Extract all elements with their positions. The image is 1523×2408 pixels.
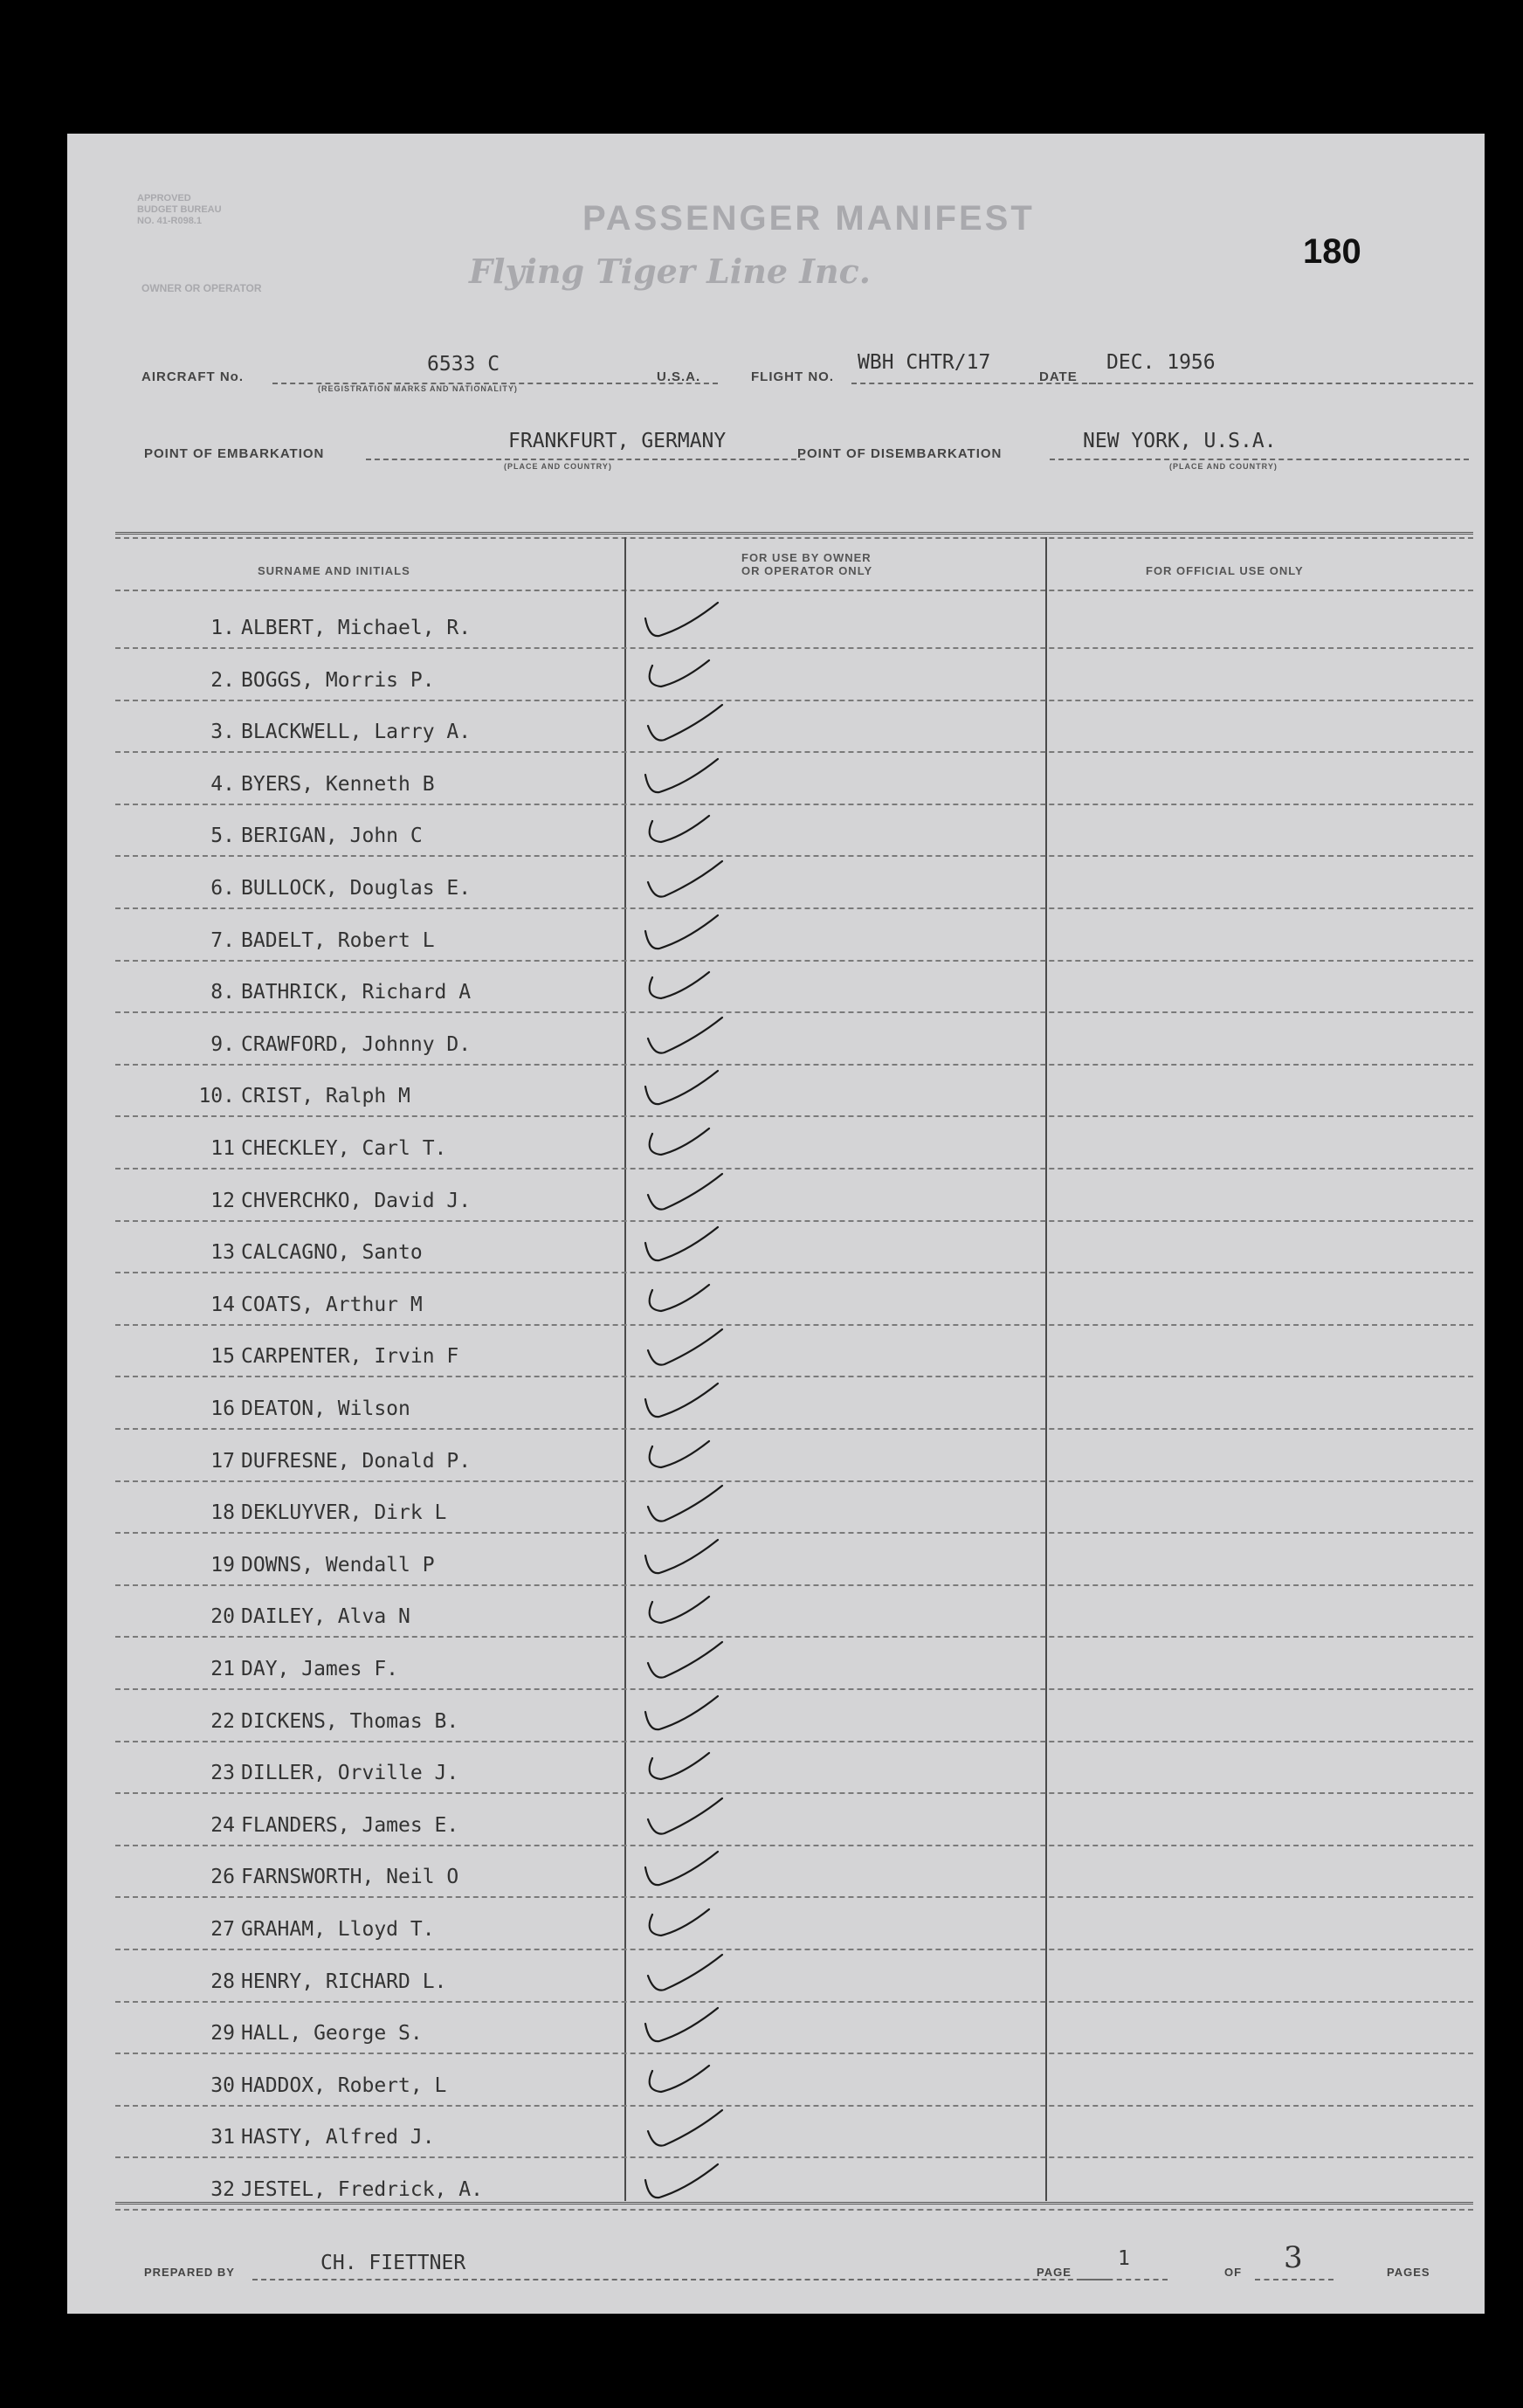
- passenger-name: HADDOX, Robert, L: [241, 2074, 447, 2097]
- passenger-row: [115, 1690, 1473, 1742]
- check-mark-icon: [635, 1373, 740, 1425]
- passenger-name: CARPENTER, Irvin F: [241, 1345, 459, 1368]
- passenger-number: 26: [210, 1866, 235, 1888]
- check-mark-icon: [635, 592, 740, 645]
- page-total: 3: [1284, 2240, 1303, 2275]
- passenger-row: [115, 1065, 1473, 1116]
- passenger-number: 5.: [210, 825, 235, 847]
- check-mark-icon: [635, 1894, 740, 1946]
- disembarkation-sub-label: (PLACE AND COUNTRY): [1169, 462, 1278, 471]
- passenger-row: [115, 1377, 1473, 1429]
- passenger-name: CALCAGNO, Santo: [241, 1241, 423, 1264]
- passenger-number: 24: [210, 1814, 235, 1837]
- passenger-row: [115, 1170, 1473, 1221]
- passenger-name: HENRY, RICHARD L.: [241, 1970, 447, 1993]
- passenger-name: HALL, George S.: [241, 2022, 423, 2045]
- passenger-row: [115, 1950, 1473, 2002]
- passenger-row: [115, 961, 1473, 1012]
- passenger-name: CHVERCHKO, David J.: [241, 1190, 472, 1212]
- passenger-name: BYERS, Kenneth B: [241, 773, 435, 796]
- check-mark-icon: [635, 1269, 740, 1321]
- check-mark-icon: [635, 645, 740, 697]
- flight-label: FLIGHT NO.: [751, 369, 834, 384]
- passenger-row: [115, 857, 1473, 908]
- page-current: 1: [1118, 2247, 1130, 2270]
- passenger-row: [115, 597, 1473, 648]
- check-mark-icon: [635, 1425, 740, 1478]
- prepared-by-label: PREPARED BY: [144, 2266, 235, 2279]
- passenger-row: [115, 1742, 1473, 1793]
- passenger-name: FLANDERS, James E.: [241, 1814, 459, 1837]
- passenger-name: DUFRESNE, Donald P.: [241, 1450, 472, 1473]
- check-mark-icon: [635, 1060, 740, 1113]
- passenger-number: 27: [210, 1918, 235, 1941]
- passenger-number: 4.: [210, 773, 235, 796]
- passenger-name: CRIST, Ralph M: [241, 1085, 410, 1107]
- passenger-number: 16: [210, 1397, 235, 1420]
- manifest-sheet: [67, 134, 1485, 2314]
- passenger-row: [115, 1013, 1473, 1065]
- passenger-row: [115, 1638, 1473, 1689]
- passenger-name: HASTY, Alfred J.: [241, 2126, 435, 2149]
- check-mark-icon: [635, 749, 740, 801]
- column-header-official: FOR OFFICIAL USE ONLY: [1146, 564, 1304, 577]
- passenger-name: BULLOCK, Douglas E.: [241, 877, 472, 900]
- passenger-name: DEATON, Wilson: [241, 1397, 410, 1420]
- passenger-number: 3.: [210, 721, 235, 743]
- column-header-owner-2: OR OPERATOR ONLY: [741, 564, 873, 577]
- passenger-number: 8.: [210, 981, 235, 1004]
- passenger-row: [115, 2106, 1473, 2157]
- flight-number: WBH CHTR/17: [858, 351, 991, 374]
- check-mark-icon: [635, 1946, 740, 1998]
- flight-date: DEC. 1956: [1106, 351, 1216, 374]
- owner-label: OWNER OR OPERATOR: [141, 282, 262, 294]
- passenger-number: 28: [210, 1970, 235, 1993]
- check-mark-icon: [635, 1581, 740, 1633]
- passenger-row: [115, 1481, 1473, 1533]
- passenger-number: 14: [210, 1294, 235, 1316]
- disembarkation-place: NEW YORK, U.S.A.: [1083, 430, 1277, 452]
- passenger-name: CRAWFORD, Johnny D.: [241, 1033, 472, 1056]
- stamp-line: APPROVED: [137, 193, 191, 204]
- passenger-number: 18: [210, 1501, 235, 1524]
- passenger-name: BLACKWELL, Larry A.: [241, 721, 472, 743]
- passenger-row: [115, 649, 1473, 700]
- check-mark-icon: [635, 852, 740, 905]
- passenger-name: DAILEY, Alva N: [241, 1605, 410, 1628]
- nationality: U.S.A.: [657, 369, 701, 384]
- check-mark-icon: [635, 1009, 740, 1061]
- passenger-name: DEKLUYVER, Dirk L: [241, 1501, 447, 1524]
- passenger-number: 30: [210, 2074, 235, 2097]
- passenger-row: [115, 1846, 1473, 1897]
- passenger-number: 2.: [210, 669, 235, 692]
- passenger-number: 32: [210, 2178, 235, 2201]
- passenger-name: JESTEL, Fredrick, A.: [241, 2178, 483, 2201]
- passenger-row: [115, 1794, 1473, 1846]
- passenger-row: [115, 1325, 1473, 1376]
- passenger-row: [115, 1898, 1473, 1949]
- check-mark-icon: [635, 1686, 740, 1738]
- stamp-line: BUDGET BUREAU: [137, 204, 222, 215]
- column-header-owner-1: FOR USE BY OWNER: [741, 551, 872, 564]
- operator-name: Flying Tiger Line Inc.: [469, 252, 872, 291]
- check-mark-icon: [635, 1790, 740, 1842]
- passenger-row: [115, 2002, 1473, 2053]
- check-mark-icon: [635, 1477, 740, 1529]
- check-mark-icon: [635, 1113, 740, 1165]
- passenger-row: [115, 909, 1473, 961]
- check-mark-icon: [635, 2050, 740, 2102]
- check-mark-icon: [635, 1633, 740, 1686]
- passenger-number: 22: [210, 1710, 235, 1733]
- disembarkation-label: POINT OF DISEMBARKATION: [797, 446, 1003, 461]
- embarkation-place: FRANKFURT, GERMANY: [508, 430, 727, 452]
- passenger-name: DOWNS, Wendall P: [241, 1554, 435, 1577]
- passenger-number: 11: [210, 1137, 235, 1160]
- pages-label: PAGES: [1387, 2266, 1430, 2279]
- date-label: DATE: [1039, 369, 1078, 384]
- aircraft-sub-label: (REGISTRATION MARKS AND NATIONALITY): [318, 384, 518, 393]
- passenger-number: 23: [210, 1762, 235, 1784]
- passenger-row: [115, 804, 1473, 856]
- of-label: OF: [1224, 2266, 1243, 2279]
- check-mark-icon: [635, 800, 740, 852]
- approval-stamp: [137, 193, 222, 227]
- passenger-number: 13: [210, 1241, 235, 1264]
- passenger-row: [115, 1221, 1473, 1273]
- passenger-name: BATHRICK, Richard A: [241, 981, 472, 1004]
- check-mark-icon: [635, 1997, 740, 2050]
- passenger-name: GRAHAM, Lloyd T.: [241, 1918, 435, 1941]
- passenger-row: [115, 700, 1473, 752]
- column-header-name: SURNAME AND INITIALS: [258, 564, 410, 577]
- passenger-name: BERIGAN, John C: [241, 825, 423, 847]
- passenger-number: 1.: [210, 617, 235, 639]
- check-mark-icon: [635, 1737, 740, 1790]
- passenger-number: 6.: [210, 877, 235, 900]
- passenger-number: 31: [210, 2126, 235, 2149]
- passenger-row: [115, 1585, 1473, 1637]
- aircraft-number: 6533 C: [427, 353, 500, 376]
- passenger-number: 19: [210, 1554, 235, 1577]
- check-mark-icon: [635, 1165, 740, 1218]
- check-mark-icon: [635, 905, 740, 957]
- passenger-name: DILLER, Orville J.: [241, 1762, 459, 1784]
- passenger-name: BOGGS, Morris P.: [241, 669, 435, 692]
- page-number: 180: [1303, 232, 1361, 271]
- passenger-number: 29: [210, 2022, 235, 2045]
- passenger-name: CHECKLEY, Carl T.: [241, 1137, 447, 1160]
- prepared-by: CH. FIETTNER: [320, 2252, 466, 2274]
- passenger-name: FARNSWORTH, Neil O: [241, 1866, 459, 1888]
- check-mark-icon: [635, 1841, 740, 1894]
- passenger-number: 10.: [198, 1085, 235, 1107]
- passenger-row: [115, 1117, 1473, 1169]
- passenger-row: [115, 1534, 1473, 1585]
- passenger-name: DAY, James F.: [241, 1658, 399, 1680]
- check-mark-icon: [635, 1529, 740, 1582]
- passenger-name: BADELT, Robert L: [241, 929, 435, 952]
- passenger-number: 15: [210, 1345, 235, 1368]
- passenger-row: [115, 1273, 1473, 1325]
- stamp-line: NO. 41-R098.1: [137, 216, 202, 226]
- passenger-number: 17: [210, 1450, 235, 1473]
- passenger-number: 20: [210, 1605, 235, 1628]
- check-mark-icon: [635, 696, 740, 749]
- check-mark-icon: [635, 2154, 740, 2206]
- manifest-title: PASSENGER MANIFEST: [582, 199, 1035, 238]
- passenger-name: ALBERT, Michael, R.: [241, 617, 472, 639]
- check-mark-icon: [635, 956, 740, 1009]
- row-divider: [115, 2209, 1473, 2211]
- passenger-row: [115, 753, 1473, 804]
- aircraft-label: AIRCRAFT No.: [141, 369, 244, 384]
- passenger-name: COATS, Arthur M: [241, 1294, 423, 1316]
- passenger-number: 9.: [210, 1033, 235, 1056]
- check-mark-icon: [635, 2101, 740, 2154]
- page-label: PAGE: [1037, 2266, 1072, 2279]
- passenger-name: DICKENS, Thomas B.: [241, 1710, 459, 1733]
- passenger-number: 12: [210, 1190, 235, 1212]
- check-mark-icon: [635, 1217, 740, 1269]
- embarkation-sub-label: (PLACE AND COUNTRY): [504, 462, 612, 471]
- passenger-number: 21: [210, 1658, 235, 1680]
- passenger-row: [115, 1430, 1473, 1481]
- passenger-number: 7.: [210, 929, 235, 952]
- passenger-row: [115, 2054, 1473, 2106]
- check-mark-icon: [635, 1321, 740, 1373]
- embarkation-label: POINT OF EMBARKATION: [144, 446, 325, 461]
